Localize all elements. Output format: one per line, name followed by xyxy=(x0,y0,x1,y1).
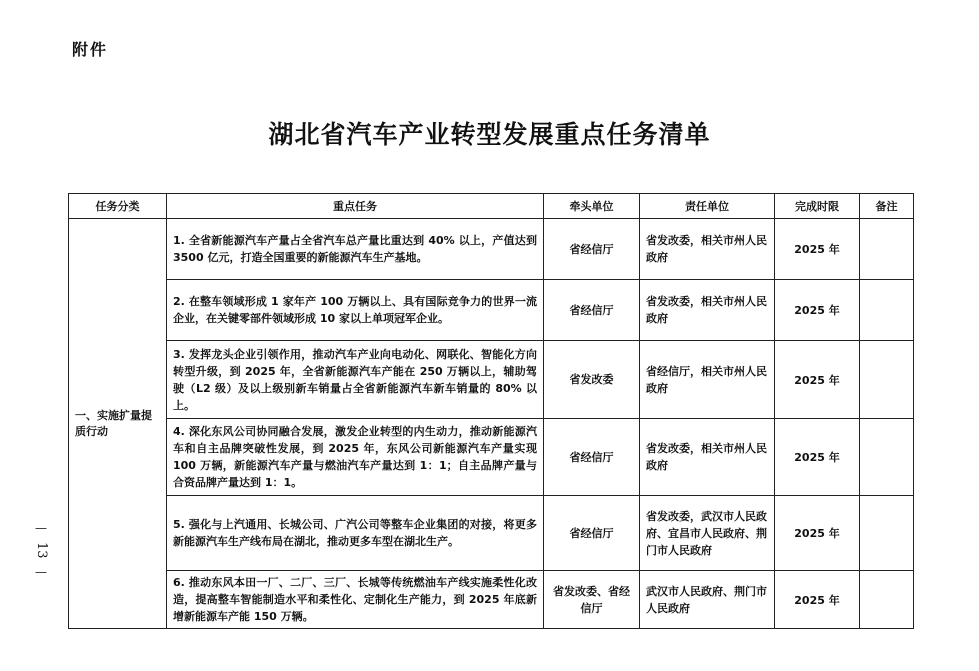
lead-unit: 省发改委、省经信厅 xyxy=(544,571,640,629)
task-table xyxy=(68,193,914,629)
remarks xyxy=(860,419,914,496)
remarks xyxy=(860,219,914,280)
lead-unit: 省经信厅 xyxy=(544,219,640,280)
header-category: 任务分类 xyxy=(69,194,167,219)
deadline: 2025 年 xyxy=(775,219,860,280)
deadline: 2025 年 xyxy=(775,280,860,341)
table-row xyxy=(69,419,914,496)
table-row xyxy=(69,280,914,341)
task-category: 一、实施扩量提质行动 xyxy=(69,219,167,629)
remarks xyxy=(860,280,914,341)
table-row xyxy=(69,571,914,629)
table-row xyxy=(69,341,914,419)
lead-unit: 省经信厅 xyxy=(544,280,640,341)
header-lead-unit: 牵头单位 xyxy=(544,194,640,219)
document-title: 湖北省汽车产业转型发展重点任务清单 xyxy=(268,120,711,149)
responsible-unit: 省发改委，相关市州人民政府 xyxy=(640,280,775,341)
responsible-unit: 武汉市人民政府、荆门市人民政府 xyxy=(640,571,775,629)
task-text: 5. 强化与上汽通用、长城公司、广汽公司等整车企业集团的对接，将更多新能源汽车生产线布局在湖北，推动更多车型在湖北生产。 xyxy=(167,496,544,571)
deadline: 2025 年 xyxy=(775,341,860,419)
deadline: 2025 年 xyxy=(775,571,860,629)
lead-unit: 省经信厅 xyxy=(544,496,640,571)
remarks xyxy=(860,341,914,419)
lead-unit: 省经信厅 xyxy=(544,419,640,496)
remarks xyxy=(860,496,914,571)
responsible-unit: 省发改委，相关市州人民政府 xyxy=(640,419,775,496)
page-number-value: 13 xyxy=(34,542,49,559)
task-text: 6. 推动东风本田一厂、二厂、三厂、长城等传统燃油车产线实施柔性化改造，提高整车智能制造水平和柔性化、定制化生产能力，到 2025 年底新增新能源车产能 150 万辆。 xyxy=(167,571,544,629)
task-text: 2. 在整车领域形成 1 家年产 100 万辆以上、具有国际竞争力的世界一流企业，在关键零部件领域形成 10 家以上单项冠军企业。 xyxy=(167,280,544,341)
deadline: 2025 年 xyxy=(775,419,860,496)
task-text: 4. 深化东风公司协同融合发展，激发企业转型的内生动力，推动新能源汽车和自主品牌突破性发展，到 2025 年，东风公司新能源汽车产量实现 100 万辆，新能源汽车产量与燃油汽车产量达到 1：1；自主品牌产量与合资品牌产量达到 1：1。 xyxy=(167,419,544,496)
lead-unit: 省发改委 xyxy=(544,341,640,419)
attachment-label: 附件 xyxy=(72,40,109,59)
table-row xyxy=(69,219,914,280)
responsible-unit: 省发改委，相关市州人民政府 xyxy=(640,219,775,280)
deadline: 2025 年 xyxy=(775,496,860,571)
responsible-unit: 省发改委，武汉市人民政府、宜昌市人民政府、荆门市人民政府 xyxy=(640,496,775,571)
responsible-unit: 省经信厅，相关市州人民政府 xyxy=(640,341,775,419)
task-text: 3. 发挥龙头企业引领作用，推动汽车产业向电动化、网联化、智能化方向转型升级，到 2025 年，全省新能源汽车产能在 250 万辆以上，辅助驾驶（L2 级）及以上级别新车销量占全省新能源汽车新车销量的 80% 以上。 xyxy=(167,341,544,419)
task-text: 1. 全省新能源汽车产量占全省汽车总产量比重达到 40% 以上，产值达到 3500 亿元，打造全国重要的新能源汽车生产基地。 xyxy=(167,219,544,280)
header-deadline: 完成时限 xyxy=(775,194,860,219)
table-header-row xyxy=(69,194,914,219)
header-remarks: 备注 xyxy=(860,194,914,219)
remarks xyxy=(860,571,914,629)
page-number-dash-bottom: — xyxy=(35,565,47,579)
table-row xyxy=(69,496,914,571)
page-number-dash-top: — xyxy=(35,521,47,535)
page-number xyxy=(33,520,49,580)
header-responsible-unit: 责任单位 xyxy=(640,194,775,219)
header-task: 重点任务 xyxy=(167,194,544,219)
